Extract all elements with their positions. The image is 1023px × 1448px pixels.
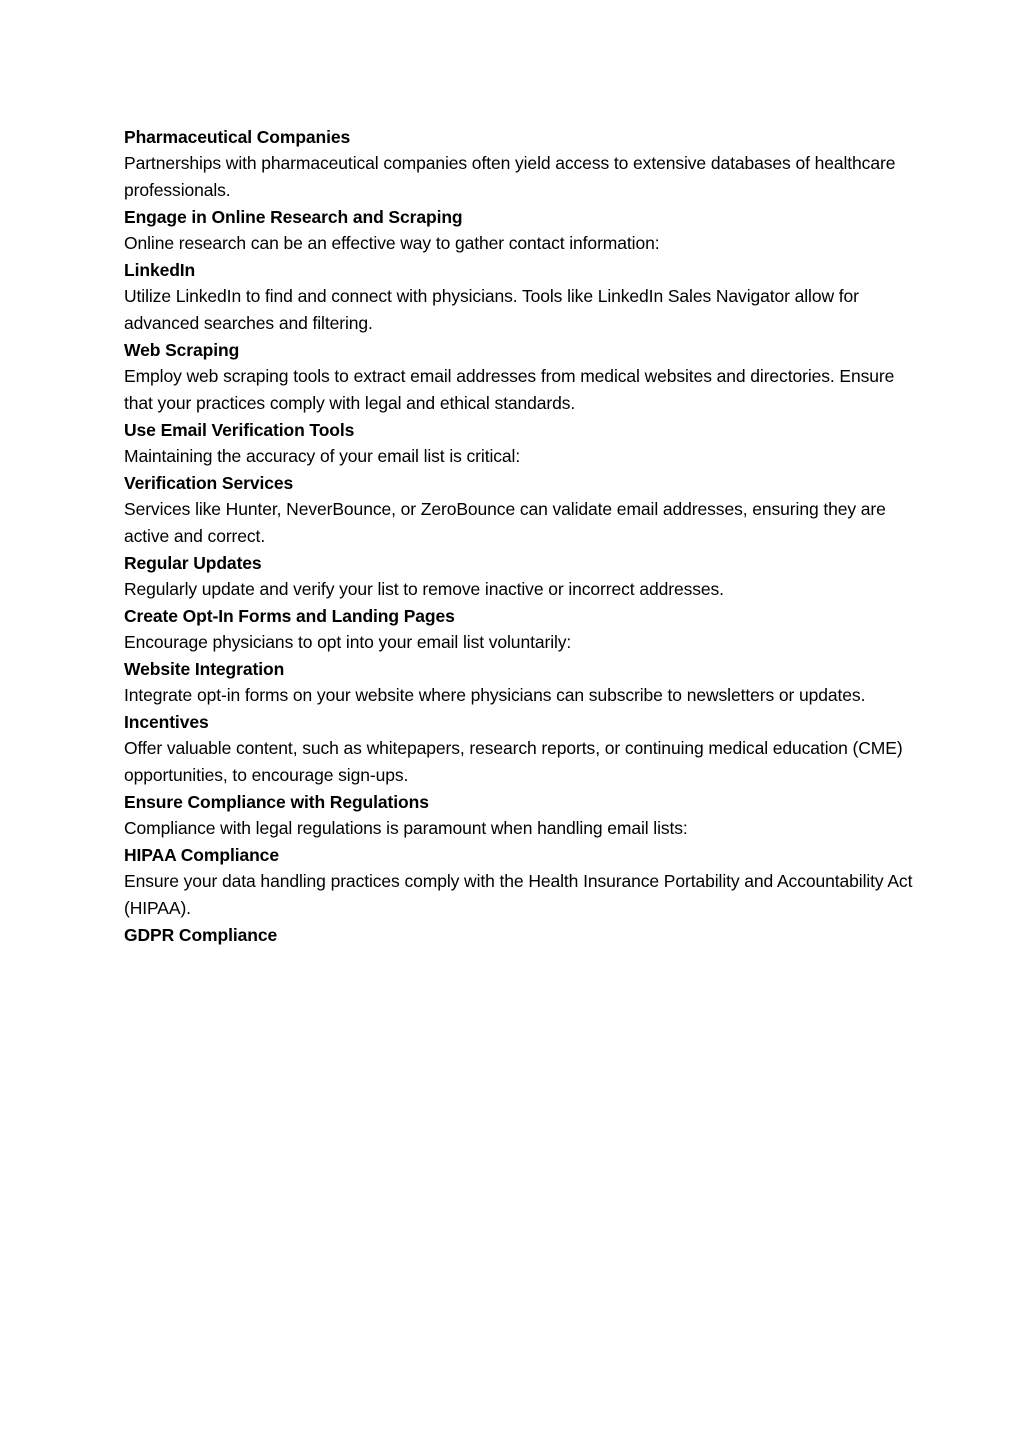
section-heading: Use Email Verification Tools [124,420,355,440]
paragraph: Utilize LinkedIn to find and connect with physicians. Tools like LinkedIn Sales Navigator allow for advanced searches and filtering. [124,286,859,333]
paragraph: Maintaining the accuracy of your email list is critical: [124,446,521,466]
section-heading: Engage in Online Research and Scraping [124,207,463,227]
section-heading: Website Integration [124,659,285,679]
section-heading: LinkedIn [124,260,196,280]
section-heading: Verification Services [124,473,294,493]
section-heading: Web Scraping [124,340,240,360]
paragraph: Offer valuable content, such as whitepapers, research reports, or continuing medical education (CME) opportunities, to encourage sign-ups. [124,738,903,785]
paragraph: Compliance with legal regulations is paramount when handling email lists: [124,818,688,838]
paragraph: Partnerships with pharmaceutical companies often yield access to extensive databases of healthcare professionals. [124,153,896,200]
section-heading: GDPR Compliance [124,925,278,945]
paragraph: Employ web scraping tools to extract email addresses from medical websites and directories. Ensure that your practices comply with legal and ethical standards. [124,366,895,413]
paragraph: Integrate opt-in forms on your website where physicians can subscribe to newsletters or updates. [124,685,866,705]
paragraph: Online research can be an effective way to gather contact information: [124,233,660,253]
section-heading: Ensure Compliance with Regulations [124,792,429,812]
paragraph: Regularly update and verify your list to remove inactive or incorrect addresses. [124,579,724,599]
section-heading: Create Opt-In Forms and Landing Pages [124,606,455,626]
section-heading: HIPAA Compliance [124,845,279,865]
section-heading: Incentives [124,712,209,732]
paragraph: Ensure your data handling practices comply with the Health Insurance Portability and Accountability Act (HIPAA). [124,871,913,918]
document-body [124,124,914,948]
paragraph: Encourage physicians to opt into your email list voluntarily: [124,632,572,652]
section-heading: Pharmaceutical Companies [124,127,351,147]
paragraph: Services like Hunter, NeverBounce, or ZeroBounce can validate email addresses, ensuring they are active and correct. [124,499,886,546]
section-heading: Regular Updates [124,553,262,573]
